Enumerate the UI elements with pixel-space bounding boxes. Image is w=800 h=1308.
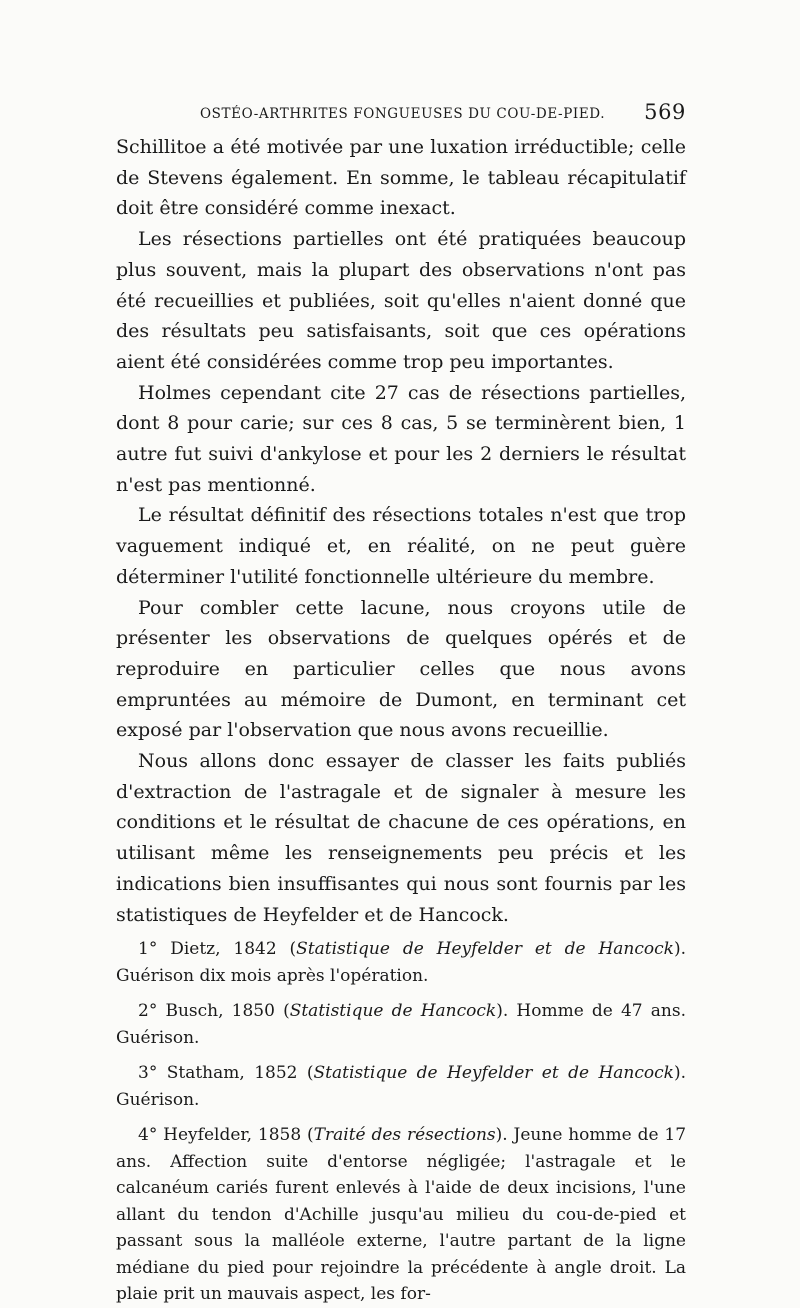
case-entry bbox=[116, 1122, 686, 1308]
case-head: 4° Heyfelder, 1858 ( bbox=[138, 1125, 314, 1146]
case-entry bbox=[116, 936, 686, 989]
running-title: OSTÉO-ARTHRITES FONGUEUSES DU COU-DE-PIED. bbox=[200, 106, 606, 122]
case-head: 3° Statham, 1852 ( bbox=[138, 1063, 314, 1084]
body-text bbox=[116, 132, 686, 930]
page-number: 569 bbox=[644, 100, 686, 124]
case-list bbox=[116, 936, 686, 1308]
paragraph: Pour combler cette lacune, nous croyons utile de présenter les observations de quelques opérés et de reproduire en particulier celles que nous avons empruntées au mémoire de Dumont, en terminant cet exposé par l'observation que nous avons recueillie. bbox=[116, 596, 686, 742]
case-source: Statistique de Heyfelder et de Hancock bbox=[296, 939, 674, 960]
paragraph: Le résultat définitif des résections totales n'est que trop vaguement indiqué et, en réalité, on ne peut guère déterminer l'utilité fonctionnelle ultérieure du membre. bbox=[116, 504, 686, 588]
paragraph: Nous allons donc essayer de classer les faits publiés d'extraction de l'astragale et de signaler à mesure les conditions et le résultat de chacune de ces opérations, en utilisant même les renseignements peu précis et les indications bien insuffisantes qui nous sont fournis par les statistiques de Heyfelder et de Hancock. bbox=[116, 750, 686, 926]
page-header bbox=[116, 98, 686, 132]
paragraph: Holmes cependant cite 27 cas de résections partielles, dont 8 pour carie; sur ces 8 cas, 5 se terminèrent bien, 1 autre fut suivi d'ankylose et pour les 2 derniers le résultat n'est pas mentionné. bbox=[116, 381, 686, 496]
case-entry bbox=[116, 1060, 686, 1113]
case-source: Statistique de Hancock bbox=[289, 1001, 497, 1022]
case-source: Statistique de Heyfelder et de Hancock bbox=[313, 1063, 674, 1084]
case-head: 2° Busch, 1850 ( bbox=[138, 1001, 290, 1022]
case-text: ). Jeune homme de 17 ans. Affection suite d'entorse négligée; l'astragale et le calcanéum cariés furent enlevés à l'aide de deux incisions, l'une allant du tendon d'Achille jusqu'au milieu du cou-de-pied et passant sous la malléole externe, l'autre partant de la ligne médiane du pied pour rejoindre la précédente à angle droit. La plaie prit un mauvais aspect, les for- bbox=[116, 1125, 687, 1305]
case-head: 1° Dietz, 1842 ( bbox=[138, 939, 297, 960]
case-text: ). Guérison. bbox=[116, 1063, 686, 1110]
paragraph: Les résections partielles ont été pratiquées beaucoup plus souvent, mais la plupart des observations n'ont pas été recueillies et publiées, soit qu'elles n'aient donné que des résultats peu satisfaisants, soit que ces opérations aient été considérées comme trop peu importantes. bbox=[116, 228, 686, 373]
case-entry bbox=[116, 998, 686, 1051]
book-page bbox=[116, 98, 686, 1308]
case-text: ). Guérison dix mois après l'opération. bbox=[116, 939, 686, 986]
paragraph: Schillitoe a été motivée par une luxation irréductible; celle de Stevens également. En somme, le tableau récapitulatif doit être considéré comme inexact. bbox=[116, 136, 686, 220]
case-text: ). Homme de 47 ans. Guérison. bbox=[116, 1001, 686, 1048]
case-source: Traité des résections bbox=[313, 1125, 496, 1146]
